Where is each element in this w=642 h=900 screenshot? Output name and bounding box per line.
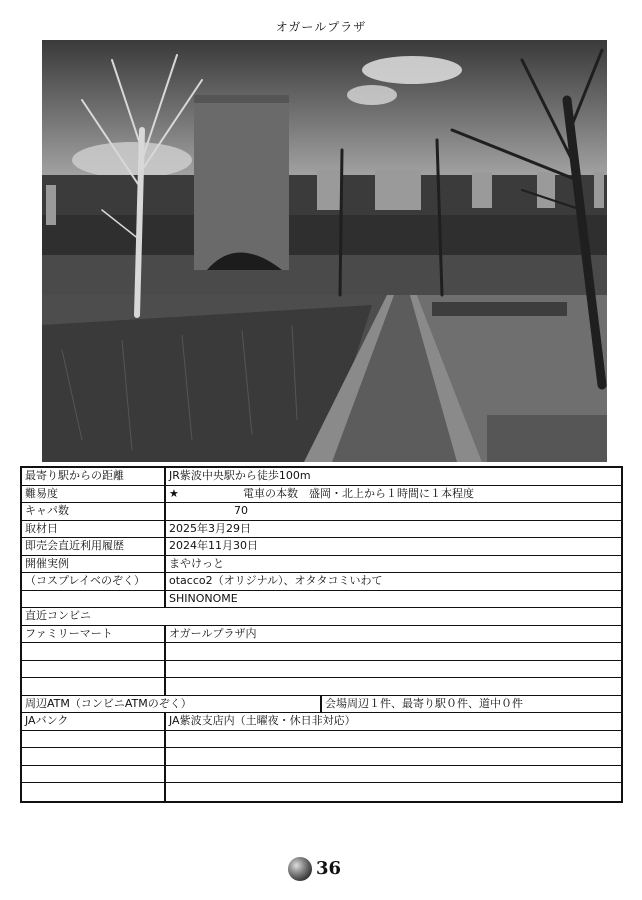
row-recent-use: [22, 538, 621, 556]
row-events-3: [22, 591, 621, 609]
venue-info-table: [20, 466, 623, 803]
page-title: オガールプラザ: [275, 20, 367, 34]
atm-summary: 会場周辺１件、最寄り駅０件、道中０件: [325, 696, 523, 710]
survey-date-label: 取材日: [22, 521, 166, 538]
events-label: 開催実例: [22, 556, 166, 573]
building-photo: [42, 40, 607, 462]
nearest-station-value: JR紫波中央駅から徒歩100m: [169, 469, 311, 482]
row-capacity: [22, 503, 621, 521]
row-atm: [22, 766, 621, 784]
convenience-store-name: [22, 678, 166, 695]
row-nearest-station: [22, 468, 621, 486]
survey-date-value: 2025年3月29日: [169, 521, 251, 535]
convenience-store-location: [166, 661, 621, 678]
atm-name: [22, 748, 166, 765]
event-item: otacco2（オリジナル）、オタタコミいわて: [169, 574, 383, 587]
atm-name: JAバンク: [22, 713, 166, 730]
convenience-store-location: [166, 678, 621, 695]
row-atm: [22, 783, 621, 801]
row-convenience-heading: [22, 608, 621, 626]
difficulty-label: 難易度: [22, 486, 166, 503]
row-atm: [22, 731, 621, 749]
row-difficulty: [22, 486, 621, 504]
page-number: 36: [316, 858, 342, 879]
events-label-sub: （コスプレイベのぞく）: [22, 573, 166, 590]
events-label-blank: [22, 591, 166, 608]
atm-name: [22, 783, 166, 801]
convenience-store-name: [22, 643, 166, 660]
difficulty-value: [166, 486, 621, 503]
atm-location: JA紫波支店内（土曜夜・休日非対応）: [169, 714, 356, 727]
row-convenience: [22, 661, 621, 679]
atm-location: [166, 748, 621, 765]
globe-icon: [288, 857, 312, 881]
row-survey-date: [22, 521, 621, 539]
row-atm: [22, 748, 621, 766]
capacity-value: 70: [234, 504, 248, 517]
atm-location: [166, 766, 621, 783]
row-convenience: [22, 626, 621, 644]
difficulty-stars: ★: [169, 486, 179, 500]
atm-name: [22, 731, 166, 748]
atm-location: [166, 783, 621, 801]
recent-use-value: 2024年11月30日: [169, 539, 258, 552]
row-convenience: [22, 643, 621, 661]
convenience-store-location: [166, 643, 621, 660]
nearest-station-label: 最寄り駅からの距離: [22, 468, 166, 485]
train-frequency: 電車の本数 盛岡・北上から１時間に１本程度: [243, 486, 474, 500]
atm-heading: 周辺ATM（コンビニATMのぞく）: [22, 696, 322, 713]
row-atm: [22, 713, 621, 731]
row-events-1: [22, 556, 621, 574]
convenience-store-location: オガールプラザ内: [169, 626, 257, 640]
convenience-store-name: ファミリーマート: [22, 626, 166, 643]
event-item: SHINONOME: [169, 591, 238, 605]
row-events-2: [22, 573, 621, 591]
row-convenience: [22, 678, 621, 696]
convenience-store-name: [22, 661, 166, 678]
page-footer: [0, 855, 642, 885]
row-atm-heading: [22, 696, 621, 714]
atm-location: [166, 731, 621, 748]
capacity-label: キャパ数: [22, 503, 166, 520]
convenience-heading: 直近コンビニ: [25, 609, 91, 622]
atm-name: [22, 766, 166, 783]
recent-use-label: 即売会直近利用履歴: [22, 538, 166, 555]
event-item: まやけっと: [169, 556, 224, 570]
